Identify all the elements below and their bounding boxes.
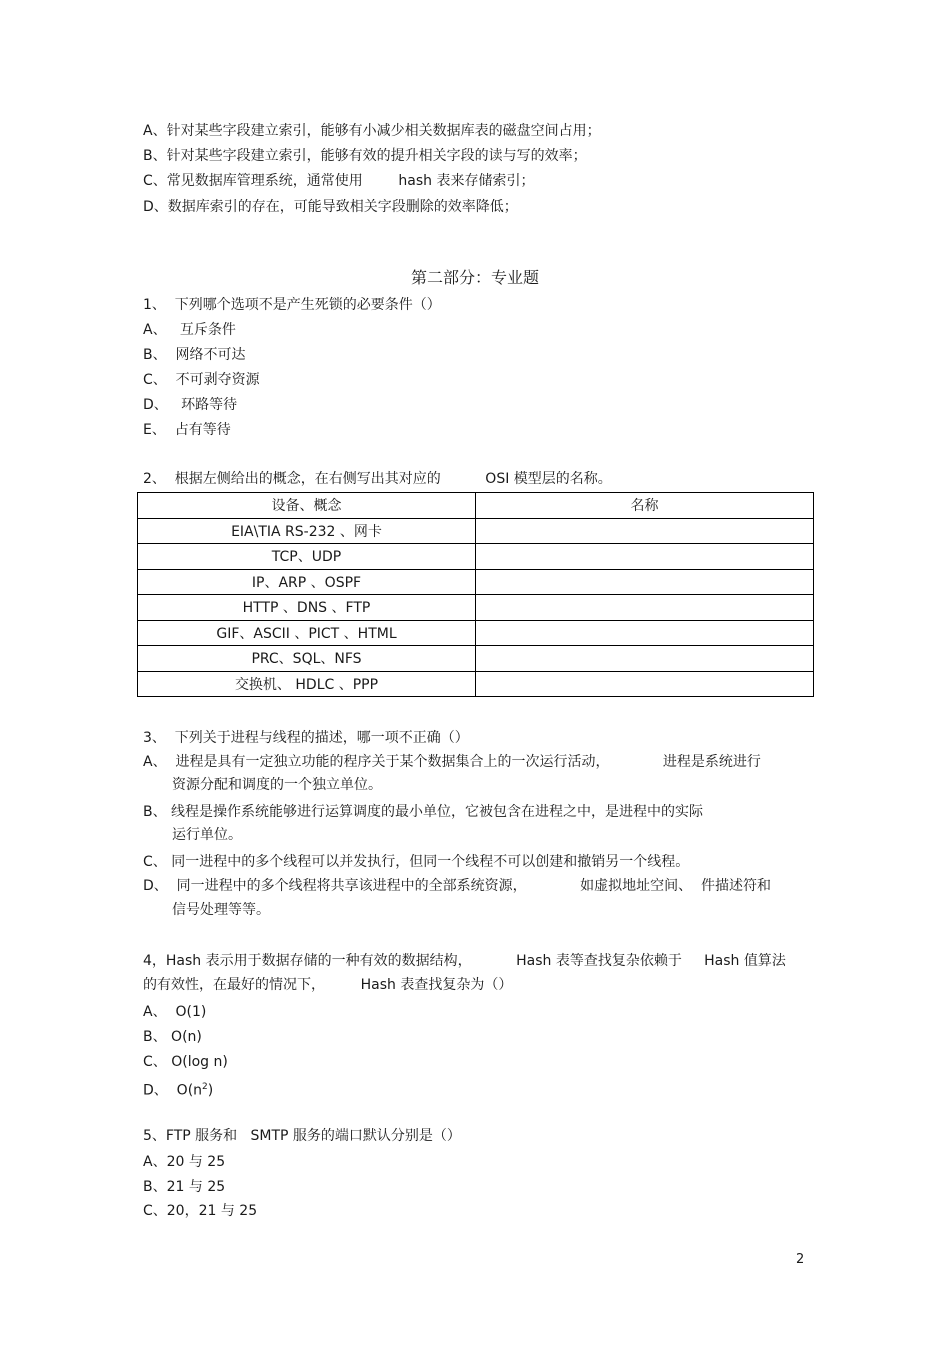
q5-option-c: C、20，21 与 25	[143, 1203, 258, 1219]
answer-cell[interactable]	[476, 671, 814, 697]
prev-option-a: A、针对某些字段建立索引，能够有小减少相关数据库表的磁盘空间占用；	[143, 123, 601, 139]
q4-option-b: B、 O(n)	[143, 1029, 202, 1045]
q3-option-c: C、 同一进程中的多个线程可以并发执行，但同一个线程不可以创建和撤销另一个线程。	[143, 854, 690, 870]
table-row	[138, 518, 814, 544]
q1-option-e: E、 占有等待	[143, 422, 231, 438]
q1-question: 1、 下列哪个选项不是产生死锁的必要条件（）	[143, 297, 441, 313]
concept-cell: GIF、ASCII 、PICT 、HTML	[138, 620, 476, 646]
table-row	[138, 620, 814, 646]
q1-option-b: B、 网络不可达	[143, 347, 246, 363]
concept-cell: EIA\TIA RS-232 、网卡	[138, 518, 476, 544]
section-title: 第二部分：专业题	[410, 268, 539, 287]
q1-option-c: C、 不可剥夺资源	[143, 372, 260, 388]
q5-question: 5、FTP 服务和 SMTP 服务的端口默认分别是（）	[143, 1128, 461, 1144]
prev-option-c: C、常见数据库管理系统，通常使用 hash 表来存储索引；	[143, 173, 535, 189]
q3-option-d-line2: 信号处理等等。	[172, 902, 270, 918]
prev-option-d: D、数据库索引的存在，可能导致相关字段删除的效率降低；	[143, 199, 518, 215]
q4-option-d-exponent: 2	[202, 1082, 208, 1092]
table-row	[138, 569, 814, 595]
q4-option-d-suffix: )	[207, 1082, 214, 1099]
table-row	[138, 671, 814, 697]
concept-cell: HTTP 、DNS 、FTP	[138, 595, 476, 621]
q3-option-b-line2: 运行单位。	[172, 827, 242, 843]
q4-question-line1: 4，Hash 表示用于数据存储的一种有效的数据结构， Hash 表等查找复杂依赖于 Hash 值算法	[143, 953, 786, 969]
answer-cell[interactable]	[476, 518, 814, 544]
answer-cell[interactable]	[476, 544, 814, 570]
table-row	[138, 544, 814, 570]
q4-option-d-prefix: D、 O(n	[143, 1082, 203, 1099]
q5-option-b: B、21 与 25	[143, 1179, 226, 1195]
concept-cell: 交换机、 HDLC 、PPP	[138, 671, 476, 697]
q3-option-d-line1: D、 同一进程中的多个线程将共享该进程中的全部系统资源， 如虚拟地址空间、 件描述符和	[143, 878, 771, 894]
q4-question-line2: 的有效性，在最好的情况下， Hash 表查找复杂为（）	[143, 977, 513, 993]
answer-cell[interactable]	[476, 646, 814, 672]
q4-option-a: A、 O(1)	[143, 1004, 207, 1020]
answer-cell[interactable]	[476, 569, 814, 595]
osi-table	[137, 492, 814, 697]
q5-option-a: A、20 与 25	[143, 1154, 226, 1170]
concept-cell: TCP、UDP	[138, 544, 476, 570]
page-number: 2	[796, 1252, 805, 1267]
q3-option-b-line1: B、 线程是操作系统能够进行运算调度的最小单位，它被包含在进程之中，是进程中的实际	[143, 804, 704, 820]
table-header-row	[138, 493, 814, 519]
q4-option-c: C、 O(log n)	[143, 1054, 228, 1070]
header-concept: 设备、概念	[138, 493, 476, 519]
q4-option-d	[143, 1078, 213, 1100]
prev-option-b: B、针对某些字段建立索引，能够有效的提升相关字段的读与写的效率；	[143, 148, 587, 164]
q3-option-a-line2: 资源分配和调度的一个独立单位。	[172, 777, 382, 793]
answer-cell[interactable]	[476, 620, 814, 646]
q1-option-a: A、 互斥条件	[143, 322, 236, 338]
header-name: 名称	[476, 493, 814, 519]
table-row	[138, 595, 814, 621]
q3-option-a-line1: A、 进程是具有一定独立功能的程序关于某个数据集合上的一次运行活动， 进程是系统进行	[143, 754, 761, 770]
concept-cell: PRC、SQL、NFS	[138, 646, 476, 672]
q1-option-d: D、 环路等待	[143, 397, 238, 413]
q3-question: 3、 下列关于进程与线程的描述，哪一项不正确（）	[143, 730, 469, 746]
table-row	[138, 646, 814, 672]
answer-cell[interactable]	[476, 595, 814, 621]
concept-cell: IP、ARP 、OSPF	[138, 569, 476, 595]
q2-question: 2、 根据左侧给出的概念，在右侧写出其对应的 OSI 模型层的名称。	[143, 471, 612, 487]
